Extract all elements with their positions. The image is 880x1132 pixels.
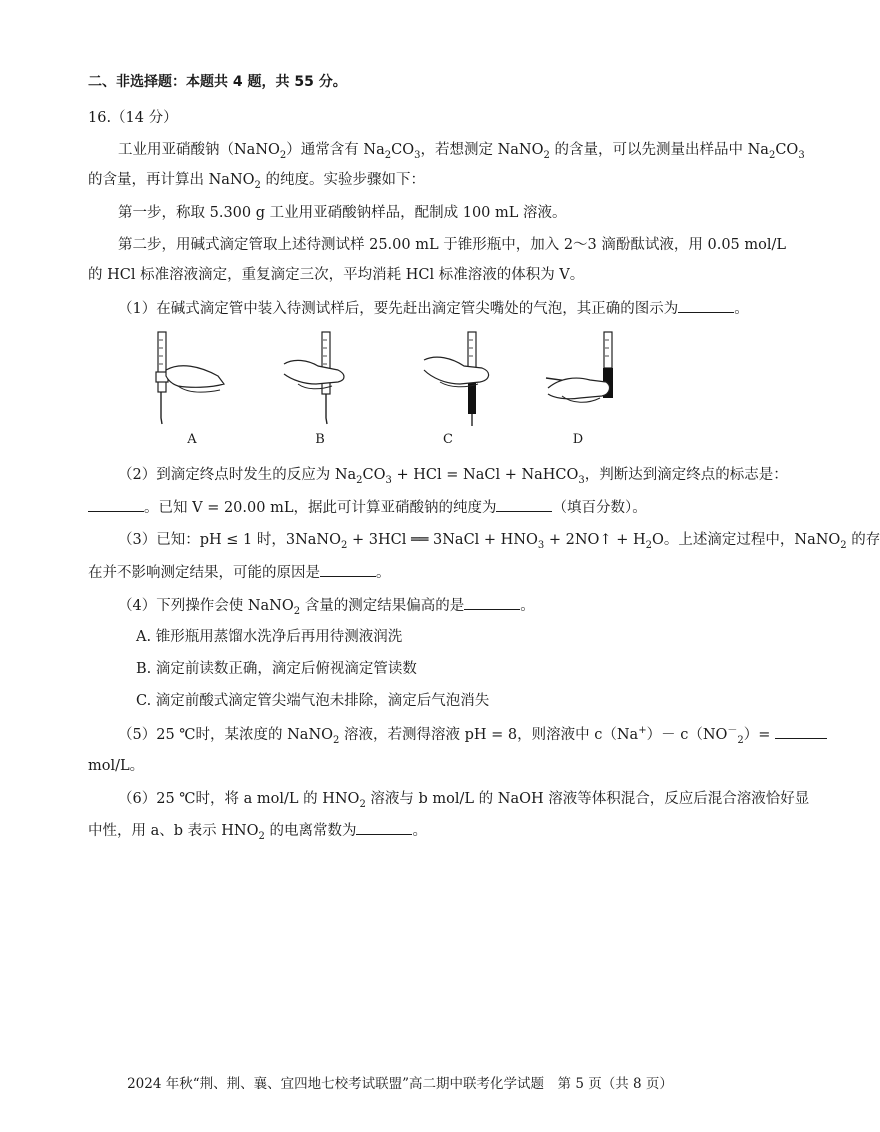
intro-line-1: 工业用亚硝酸钠（NaNO$_2$）通常含有 $Na_2CO_3$，若想测定 NaNO$_2$ 的含量，可以先测量出样品中 $Na_2CO_3$ xyxy=(118,142,805,161)
figure-label-a: A xyxy=(187,432,197,447)
figure-label-b: B xyxy=(315,432,325,447)
part-3-line-1: （3）已知：pH ≤ 1 时，3NaNO$_2$ + 3HCl ══ 3NaCl + $HNO_3$ + 2NO↑ + $H_2O$。上述滴定过程中，NaNO$_2$ 的存 xyxy=(118,532,880,551)
part-5-line-1: （5）25 ℃时，某浓度的 NaNO$_2$ 溶液，若测得溶液 pH = 8，则溶液中 $c(Na^+)- c(NO^-_2)=$ xyxy=(118,724,827,745)
part-1: （1）在碱式滴定管中装入待测试样后，要先赶出滴定管尖嘴处的气泡，其正确的图示为 。 xyxy=(118,298,749,319)
option-a: A. 锥形瓶用蒸馏水洗净后再用待测液润洗 xyxy=(136,629,403,645)
figure-d-burette-hand xyxy=(540,330,640,430)
option-b: B. 滴定前读数正确，滴定后俯视滴定管读数 xyxy=(136,661,417,677)
question-number: 16.（14 分） xyxy=(88,110,178,126)
section-heading: 二、非选择题：本题共 4 题，共 55 分。 xyxy=(88,74,347,90)
part-6-line-2: 中性，用 a、b 表示 $HNO_2$ 的电离常数为 。 xyxy=(88,820,427,841)
part-5-line-2: mol/L。 xyxy=(88,758,145,774)
part-3-line-2: 在并不影响测定结果，可能的原因是 。 xyxy=(88,562,391,583)
step-2-line-1: 第二步，用碱式滴定管取上述待测试样 25.00 mL 于锥形瓶中，加入 2～3 滴酚酞试液，用 0.05 mol/L xyxy=(118,237,787,253)
part-2-line-1: （2）到滴定终点时发生的反应为 $Na_2CO_3$ + HCl = NaCl + NaHCO$_3$，判断达到滴定终点的标志是： xyxy=(118,467,788,486)
step-2-line-2: 的 HCl 标准溶液滴定，重复滴定三次，平均消耗 HCl 标准溶液的体积为 V。 xyxy=(88,267,585,283)
intro-line-2: 的含量，再计算出 NaNO$_2$ 的纯度。实验步骤如下： xyxy=(88,172,425,191)
figure-label-c: C xyxy=(443,432,453,447)
option-c: C. 滴定前酸式滴定管尖端气泡未排除，滴定后气泡消失 xyxy=(136,693,490,709)
figure-c-burette-hand xyxy=(420,330,520,430)
part-6-line-1: （6）25 ℃时，将 a mol/L 的 $HNO_2$ 溶液与 b mol/L 的 NaOH 溶液等体积混合，反应后混合溶液恰好显 xyxy=(118,791,810,810)
step-1: 第一步，称取 5.300 g 工业用亚硝酸钠样品，配制成 100 mL 溶液。 xyxy=(118,205,567,221)
figure-a-burette-hand xyxy=(130,330,230,430)
part-2-line-2: 。已知 V = 20.00 mL，据此可计算亚硝酸钠的纯度为 （填百分数）。 xyxy=(88,497,647,518)
page-footer: 2024 年秋“荆、荆、襄、宜四地七校考试联盟”高二期中联考化学试题 第 5 页（共 8 页） xyxy=(127,1076,673,1092)
figure-label-d: D xyxy=(572,432,584,447)
part-4: （4）下列操作会使 NaNO$_2$ 含量的测定结果偏高的是 。 xyxy=(118,595,535,616)
figure-b-burette-hand xyxy=(280,330,380,430)
